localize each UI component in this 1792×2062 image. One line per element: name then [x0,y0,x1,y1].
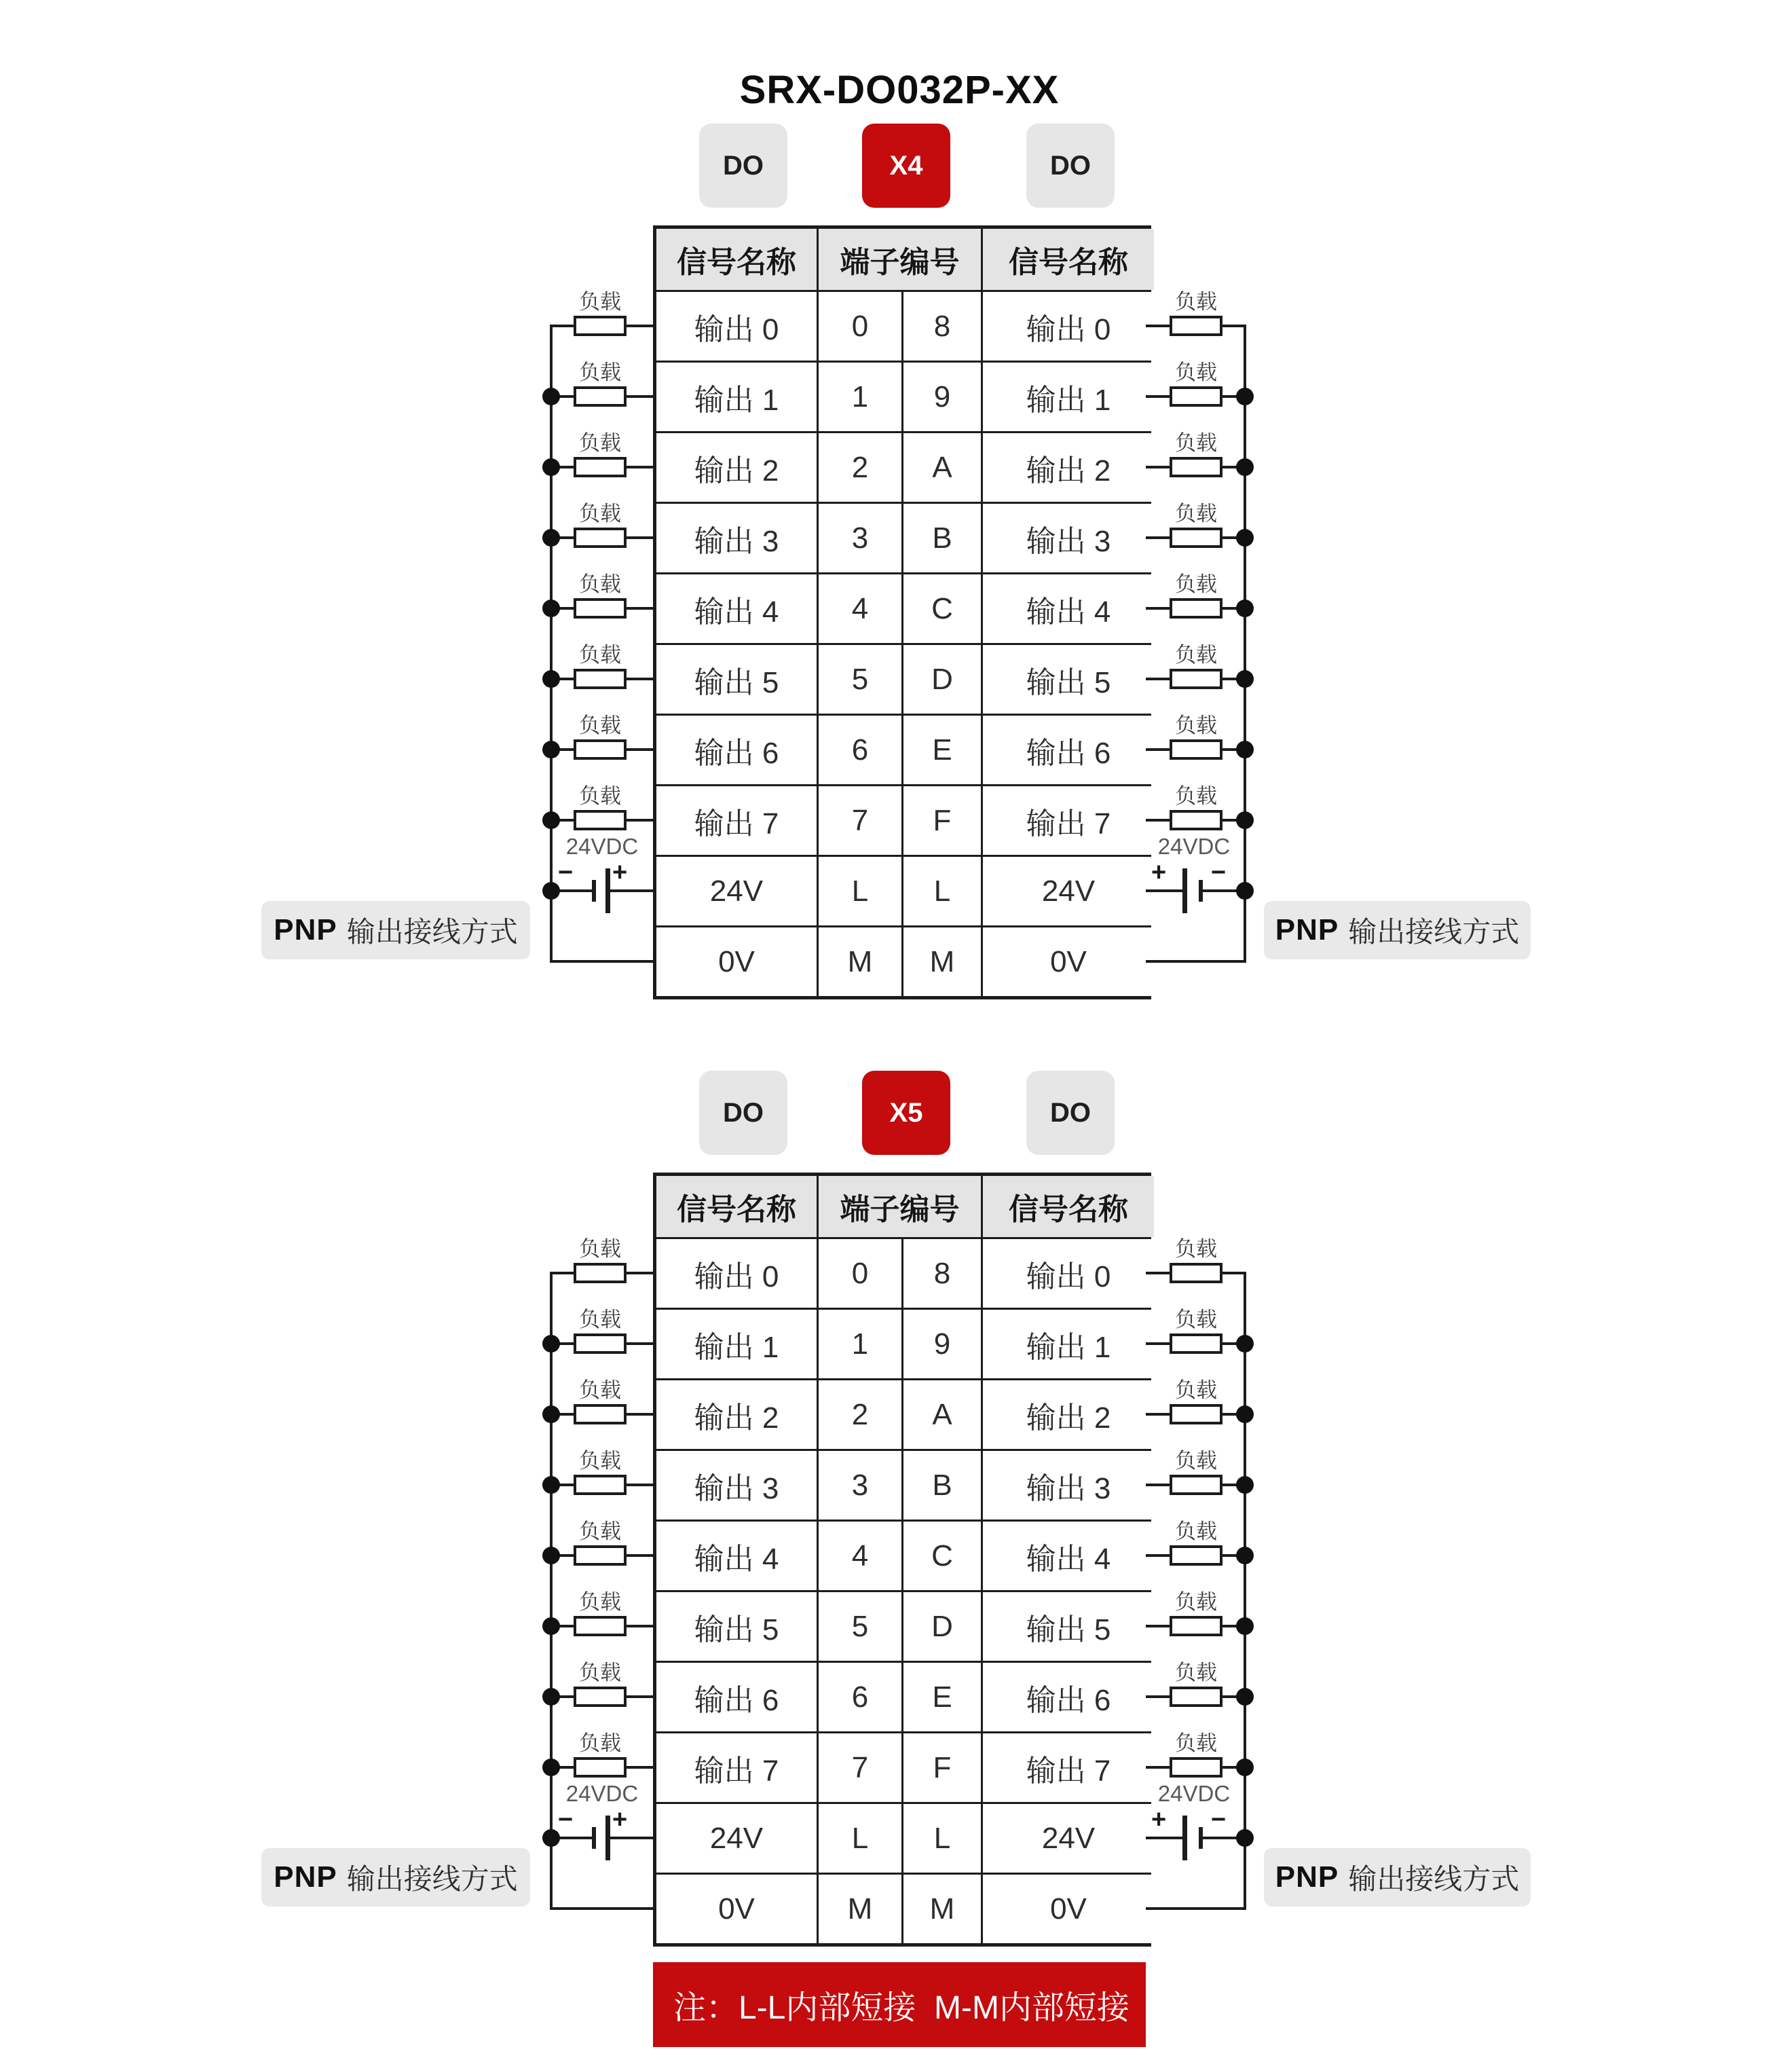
load-label: 负载 [1175,784,1217,808]
junction-dot [1236,1405,1254,1423]
signal-cell: 输出 1 [656,1310,817,1378]
signal-cell: 输出 0 [656,292,817,361]
junction-dot [1236,1547,1254,1564]
battery-short-plate [1199,1827,1203,1849]
note-banner: 注：L-L内部短接 M-M内部短接 [653,1962,1146,2047]
load-label: 负载 [579,1661,621,1684]
signal-cell: 0V [656,927,817,996]
load-resistor [1170,1545,1222,1566]
load-label: 负载 [1175,1237,1217,1261]
junction-dot [1236,1759,1254,1776]
terminal-cell: 9 [903,1310,981,1378]
load-label: 负载 [1175,502,1217,526]
junction-dot [1236,1829,1254,1847]
signal-cell: 输出 4 [983,1522,1154,1590]
signal-cell: 输出 5 [983,645,1154,714]
terminal-cell: D [903,645,981,714]
terminal-cell: 1 [819,1310,901,1378]
signal-cell: 24V [656,1804,817,1873]
load-label: 负载 [1175,572,1217,596]
terminal-cell: A [903,1380,981,1449]
terminal-cell: 5 [819,645,901,714]
terminal-cell: M [903,1875,981,1943]
signal-cell: 输出 3 [656,504,817,572]
return-wire [1146,960,1246,963]
terminal-cell: L [903,857,981,925]
pnp-bold-text: PNP [274,913,337,946]
load-label: 负载 [579,1520,621,1543]
load-label: 负载 [1175,1378,1217,1402]
junction-dot [1236,1476,1254,1494]
load-label: 负载 [579,290,621,314]
terminal-cell: 6 [819,1663,901,1731]
load-label: 负载 [1175,1590,1217,1614]
plus-sign: + [612,858,628,887]
minus-sign: − [558,858,574,887]
terminal-cell: L [819,1804,901,1873]
load-resistor [1170,386,1222,407]
terminal-cell: 9 [903,363,981,431]
terminal-cell: L [819,857,901,925]
terminal-cell: 3 [819,504,901,572]
bus-wire [1244,325,1246,963]
signal-cell: 输出 4 [983,574,1154,643]
load-label: 负载 [1175,361,1217,384]
plus-sign: + [1151,858,1167,887]
load-resistor [1170,1475,1222,1495]
terminal-cell: 8 [903,1239,981,1308]
load-label: 负载 [579,643,621,667]
load-label: 负载 [579,1731,621,1755]
junction-dot [1236,811,1254,829]
signal-cell: 输出 6 [656,1663,817,1731]
load-label: 负载 [579,1590,621,1614]
terminal-cell: M [819,927,901,996]
battery-short-plate [1199,880,1203,902]
load-label: 负载 [579,1378,621,1402]
terminal-cell: M [903,927,981,996]
junction-dot [1236,882,1254,900]
junction-dot [1236,529,1254,547]
terminal-cell: D [903,1592,981,1661]
do-badge-right: DO [1026,1071,1115,1155]
signal-cell: 输出 7 [656,786,817,855]
connector-diagram [0,124,1792,1074]
terminal-cell: 2 [819,1380,901,1449]
load-resistor [1170,1404,1222,1424]
load-resistor [1170,1333,1222,1354]
header-terminal-number: 端子编号 [819,229,981,290]
load-label: 负载 [1175,1661,1217,1684]
do-badge-right: DO [1026,124,1115,208]
junction-dot [1236,670,1254,688]
terminal-cell: 1 [819,363,901,431]
terminal-cell: 0 [819,292,901,361]
pnp-desc-text: 输出接线方式 [346,1863,518,1895]
terminal-cell: 2 [819,433,901,502]
pnp-bold-text: PNP [274,1860,337,1894]
terminal-cell: C [903,1522,981,1590]
signal-cell: 输出 4 [656,1522,817,1590]
terminal-cell: 7 [819,786,901,855]
connector-id-badge: X4 [862,124,950,208]
signal-cell: 0V [656,1875,817,1943]
pnp-bold-text: PNP [1275,913,1339,946]
header-signal-left: 信号名称 [656,1176,817,1237]
battery-long-plate [1182,1816,1187,1860]
load-label: 负载 [1175,643,1217,667]
terminal-cell: 8 [903,292,981,361]
pnp-desc-text: 输出接线方式 [1348,1863,1520,1895]
load-resistor [1170,528,1222,548]
load-label: 负载 [579,361,621,384]
signal-cell: 24V [983,857,1154,925]
load-label: 负载 [579,1237,621,1261]
header-signal-right: 信号名称 [983,229,1154,290]
terminal-cell: 6 [819,716,901,784]
signal-cell: 输出 3 [983,1451,1154,1520]
load-label: 负载 [1175,1308,1217,1331]
signal-cell: 输出 0 [983,292,1154,361]
terminal-cell: F [903,1733,981,1802]
load-resistor [1170,1263,1222,1283]
bus-wire [1244,1272,1246,1910]
signal-cell: 输出 1 [983,1310,1154,1378]
load-resistor [1170,739,1222,760]
signal-cell: 0V [983,1875,1154,1943]
signal-cell: 输出 0 [983,1239,1154,1308]
signal-cell: 输出 2 [656,1380,817,1449]
terminal-cell: L [903,1804,981,1873]
signal-cell: 输出 3 [983,504,1154,572]
load-resistor [1170,598,1222,619]
terminal-cell: A [903,433,981,502]
terminal-cell: 3 [819,1451,901,1520]
terminal-cell: 0 [819,1239,901,1308]
junction-dot [1236,458,1254,476]
header-terminal-number: 端子编号 [819,1176,981,1237]
battery-long-plate [1182,868,1187,913]
load-label: 负载 [1175,714,1217,737]
do-badge-left: DO [699,1071,787,1155]
pnp-label-right [1264,901,1531,959]
plus-sign: + [612,1805,628,1834]
signal-cell: 0V [983,927,1154,996]
battery-wire [1146,1837,1187,1839]
header-signal-left: 信号名称 [656,229,817,290]
header-signal-right: 信号名称 [983,1176,1154,1237]
supply-label: 24VDC [1157,834,1231,859]
pnp-label-left [261,901,530,959]
load-resistor [1170,1757,1222,1778]
signal-cell: 输出 7 [983,786,1154,855]
terminal-cell: M [819,1875,901,1943]
pnp-bold-text: PNP [1275,1860,1339,1894]
signal-cell: 输出 5 [656,645,817,714]
terminal-cell: 4 [819,574,901,643]
load-label: 负载 [1175,290,1217,314]
pnp-desc-text: 输出接线方式 [346,916,518,948]
signal-cell: 输出 6 [983,716,1154,784]
supply-label: 24VDC [565,1781,639,1806]
load-label: 负载 [579,502,621,526]
load-label: 负载 [579,784,621,808]
plus-sign: + [1151,1805,1167,1834]
load-label: 负载 [579,431,621,455]
load-resistor [1170,810,1222,830]
load-resistor [1170,1687,1222,1707]
minus-sign: − [1211,858,1227,887]
load-label: 负载 [579,1449,621,1473]
junction-dot [1236,1335,1254,1352]
signal-cell: 24V [656,857,817,925]
page-title: SRX-DO032P-XX [739,67,1060,112]
load-resistor [1170,669,1222,689]
junction-dot [1236,1688,1254,1706]
load-label: 负载 [1175,1731,1217,1755]
junction-dot [1236,741,1254,758]
signal-cell: 输出 7 [983,1733,1154,1802]
load-label: 负载 [1175,1520,1217,1543]
supply-label: 24VDC [1157,1781,1231,1806]
pnp-desc-text: 输出接线方式 [1348,916,1520,948]
load-resistor [1170,316,1222,336]
load-label: 负载 [579,1308,621,1331]
signal-cell: 输出 1 [656,363,817,431]
return-wire [1146,1907,1246,1910]
signal-cell: 输出 6 [656,716,817,784]
load-resistor [1170,1616,1222,1636]
signal-cell: 输出 3 [656,1451,817,1520]
signal-cell: 输出 4 [656,574,817,643]
signal-cell: 输出 5 [983,1592,1154,1661]
battery-wire [1146,889,1187,892]
terminal-cell: 7 [819,1733,901,1802]
do-badge-left: DO [699,124,787,208]
pnp-label-right [1264,1848,1531,1907]
signal-cell: 输出 5 [656,1592,817,1661]
connector-id-badge: X5 [862,1071,950,1155]
junction-dot [1236,388,1254,405]
terminal-cell: C [903,574,981,643]
pnp-label-left [261,1848,530,1907]
signal-cell: 输出 2 [983,433,1154,502]
terminal-cell: B [903,504,981,572]
minus-sign: − [1211,1805,1227,1834]
terminal-cell: F [903,786,981,855]
terminal-cell: 4 [819,1522,901,1590]
load-label: 负载 [1175,1449,1217,1473]
terminal-cell: E [903,716,981,784]
load-label: 负载 [1175,431,1217,455]
signal-cell: 输出 2 [983,1380,1154,1449]
signal-cell: 输出 2 [656,433,817,502]
load-label: 负载 [579,572,621,596]
junction-dot [1236,600,1254,617]
supply-label: 24VDC [565,834,639,859]
minus-sign: − [558,1805,574,1834]
load-resistor [1170,457,1222,477]
load-label: 负载 [579,714,621,737]
signal-cell: 输出 1 [983,363,1154,431]
signal-cell: 输出 0 [656,1239,817,1308]
signal-cell: 输出 7 [656,1733,817,1802]
junction-dot [1236,1617,1254,1635]
signal-cell: 24V [983,1804,1154,1873]
signal-cell: 输出 6 [983,1663,1154,1731]
terminal-cell: B [903,1451,981,1520]
terminal-cell: E [903,1663,981,1731]
terminal-cell: 5 [819,1592,901,1661]
connector-diagram [0,1071,1792,2021]
